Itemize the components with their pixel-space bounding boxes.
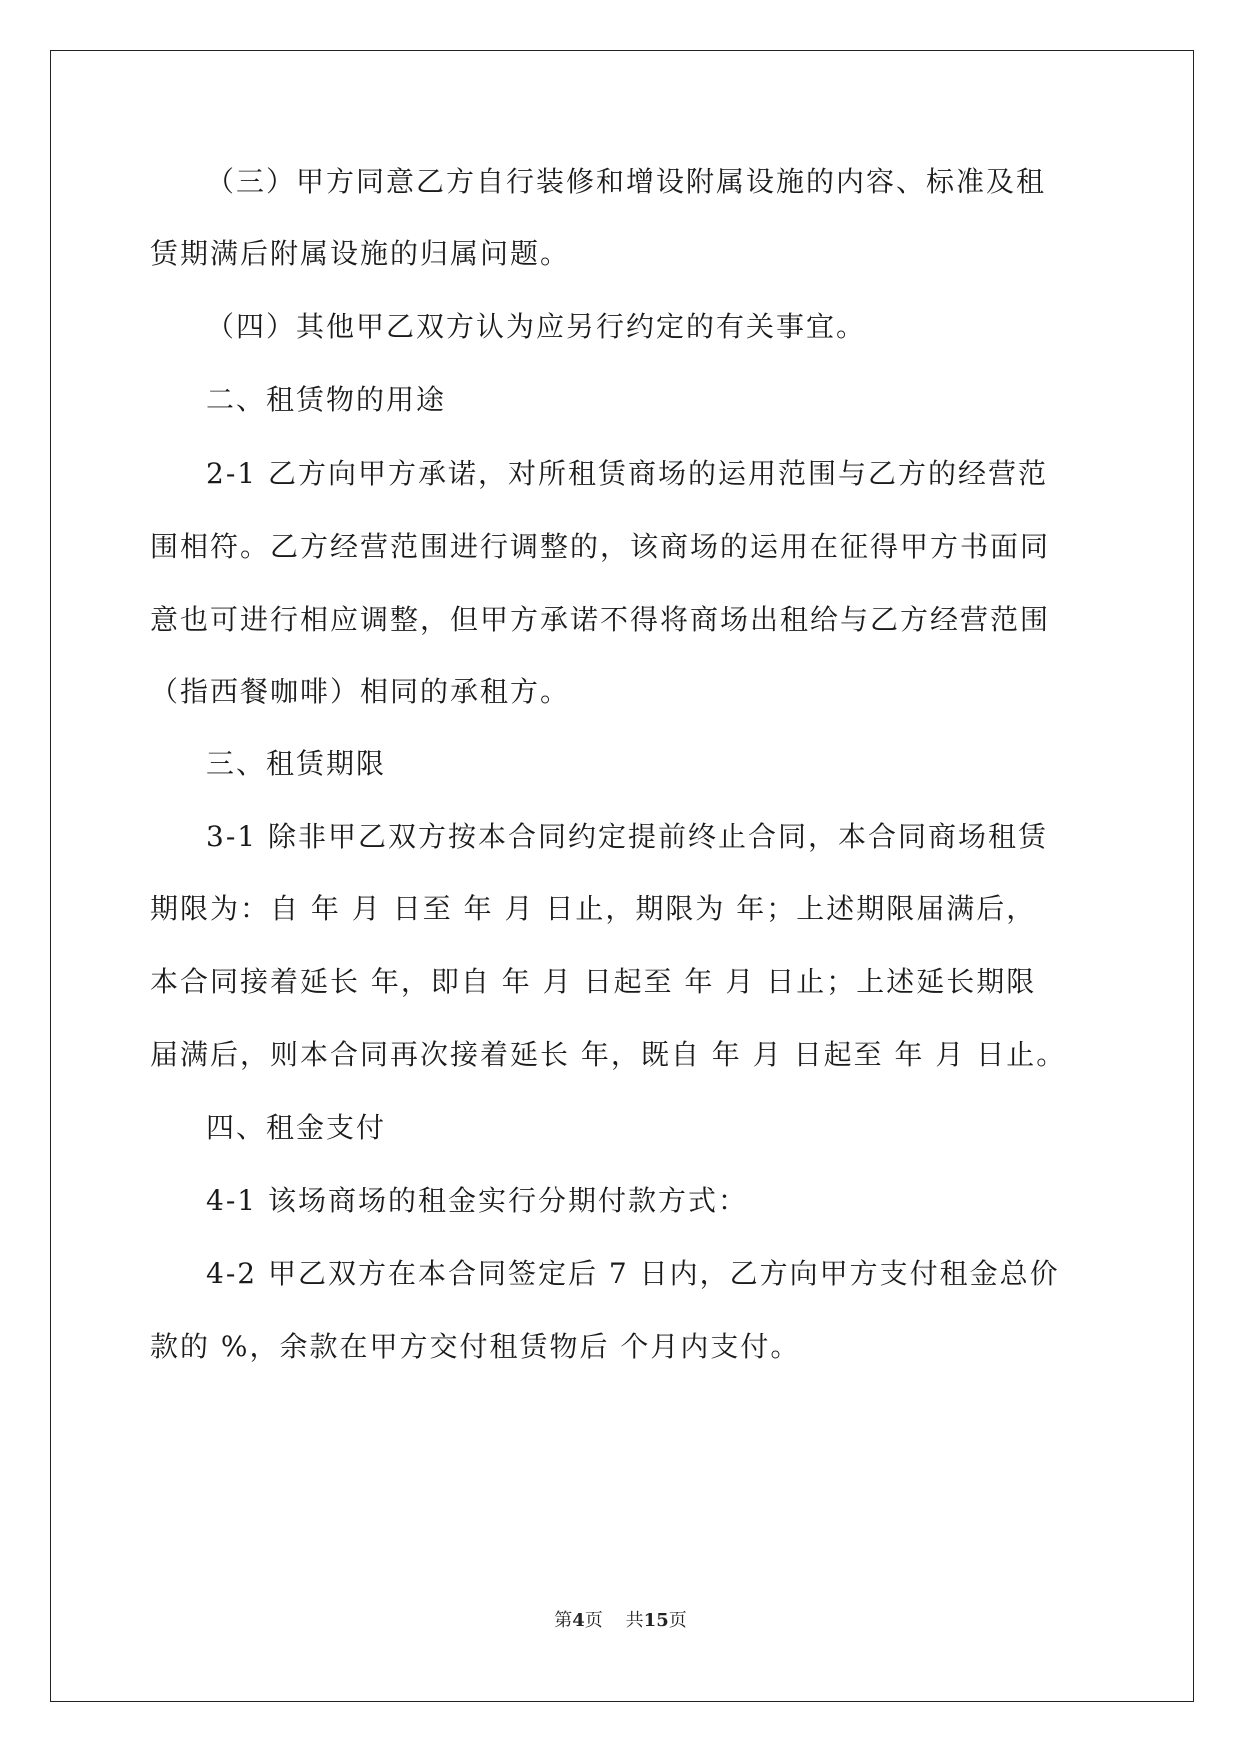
paragraph-line: 届满后，则本合同再次接着延长 年，既自 年 月 日起至 年 月 日止。 (150, 1038, 1067, 1071)
paragraph-line: 意也可进行相应调整，但甲方承诺不得将商场出租给与乙方经营范围 (150, 603, 1051, 636)
paragraph-line: 期限为：自 年 月 日至 年 月 日止，期限为 年；上述期限届满后， (150, 892, 1037, 925)
total-prefix: 共 (625, 1610, 644, 1631)
paragraph-line: 2-1 乙方向甲方承诺，对所租赁商场的运用范围与乙方的经营范 (206, 457, 1048, 490)
page-border (50, 50, 1194, 1702)
page-suffix: 页 (584, 1610, 603, 1631)
section-heading: 四、租金支付 (206, 1111, 387, 1144)
section-heading: 三、租赁期限 (206, 747, 387, 780)
page-number: 4 (572, 1610, 585, 1631)
paragraph-line: 本合同接着延长 年，即自 年 月 日起至 年 月 日止；上述延长期限 (150, 965, 1037, 998)
paragraph-line: （指西餐咖啡）相同的承租方。 (150, 675, 571, 708)
paragraph-line: （四）其他甲乙双方认为应另行约定的有关事宜。 (206, 310, 867, 343)
paragraph-line: 4-1 该场商场的租金实行分期付款方式： (206, 1184, 748, 1217)
paragraph-line: 款的 %，余款在甲方交付租赁物后 个月内支付。 (150, 1330, 801, 1363)
paragraph-line: （三）甲方同意乙方自行装修和增设附属设施的内容、标准及租 (206, 165, 1047, 198)
paragraph-line: 3-1 除非甲乙双方按本合同约定提前终止合同，本合同商场租赁 (206, 820, 1048, 853)
page-prefix: 第 (554, 1610, 573, 1631)
paragraph-line: 赁期满后附属设施的归属问题。 (150, 237, 571, 270)
section-heading: 二、租赁物的用途 (206, 383, 447, 416)
paragraph-line: 4-2 甲乙双方在本合同签定后 7 日内，乙方向甲方支付租金总价 (206, 1257, 1060, 1290)
paragraph-line: 围相符。乙方经营范围进行调整的，该商场的运用在征得甲方书面同 (150, 530, 1051, 563)
page-footer (0, 1606, 1241, 1632)
total-pages: 15 (643, 1610, 669, 1631)
total-suffix: 页 (668, 1610, 687, 1631)
